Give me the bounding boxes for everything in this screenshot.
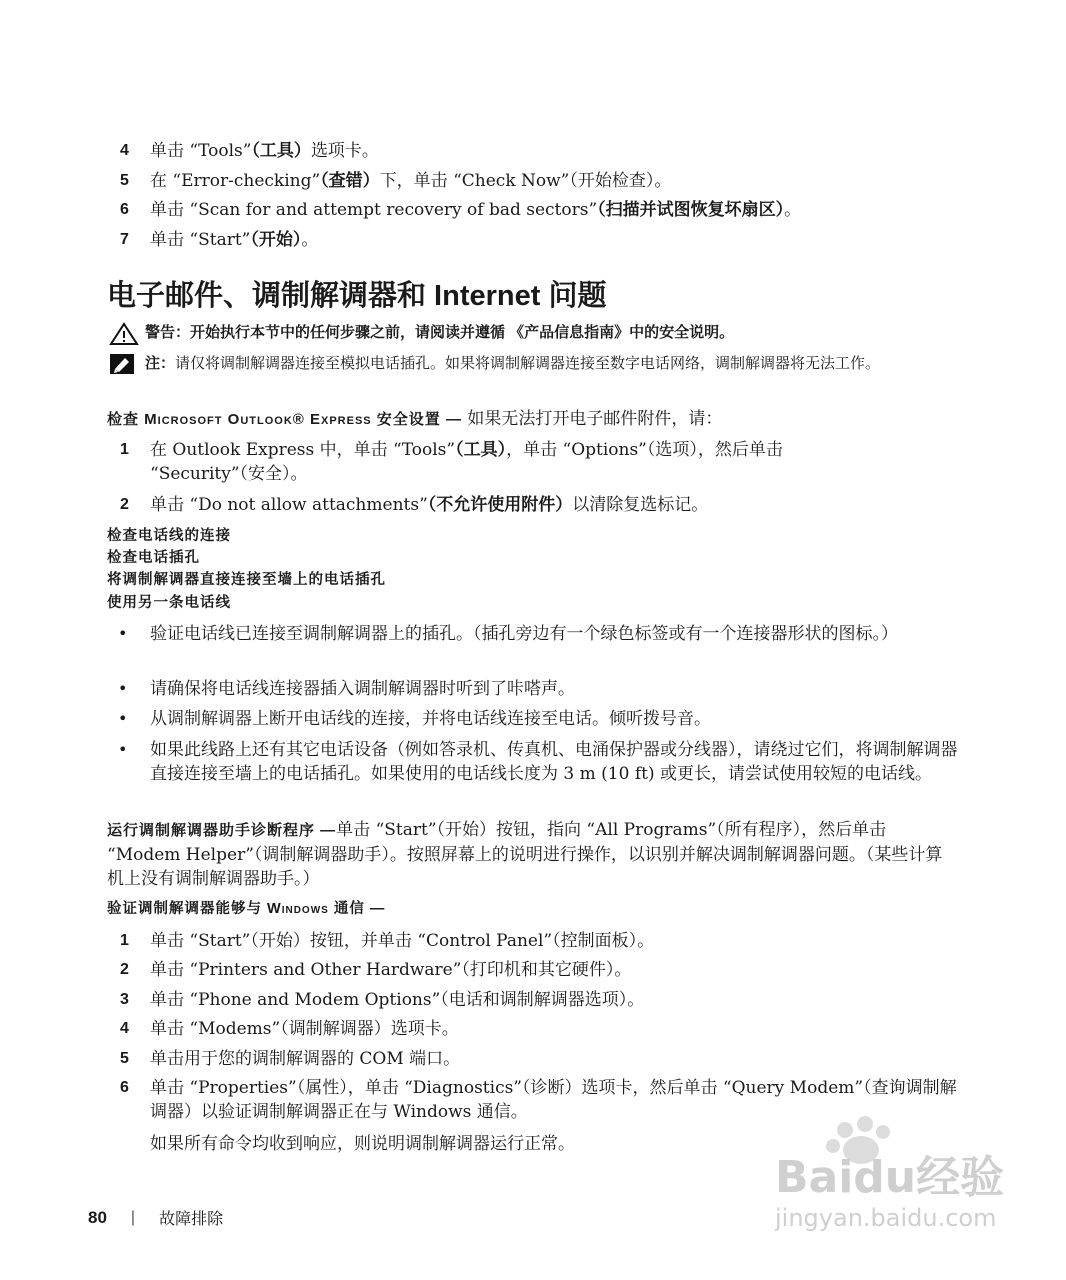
svg-text:Baidu经验: Baidu经验 [775, 1152, 1005, 1203]
outlook-subhead: 检查 Microsoft Outlook® Express 安全设置 — 如果无法打开电子邮件附件，请： [107, 409, 723, 429]
list-item: • 从调制解调器上断开电话线的连接，并将电话线连接至电话。倾听拨号音。 [118, 709, 711, 729]
check-phone-line: 检查电话线的连接 [107, 528, 231, 544]
note-pencil-icon [109, 353, 145, 382]
section-heading: 电子邮件、调制解调器和 Internet 问题 [107, 280, 607, 312]
list-item: • 请确保将电话线连接器插入调制解调器时听到了咔嗒声。 [118, 679, 575, 699]
page-number: 80 [88, 1207, 107, 1227]
list-item: • 如果此线路上还有其它电话设备（例如答录机、传真机、电涌保护器或分线器），请绕过它们，将调制解调器直接连接至墙上的电话插孔。如果使用的电话线长度为 3 m (10 ft) 或更长，请尝试使用较短的电话线。 [118, 740, 958, 784]
step-4: 4 单击 “Tools”（工具）选项卡。 [120, 141, 379, 161]
check-phone-jack: 检查电话插孔 [107, 550, 200, 566]
windows-result: 如果所有命令均收到响应，则说明调制解调器运行正常。 [150, 1134, 575, 1154]
windows-step-1: 1 单击 “Start”（开始）按钮，并单击 “Control Panel”（控制面板）。 [120, 931, 655, 951]
warning-notice: 警告：开始执行本节中的任何步骤之前，请阅读并遵循 《产品信息指南》中的安全说明。 [109, 322, 955, 353]
warning-icon [109, 322, 145, 353]
outlook-step-1: 1 在 Outlook Express 中，单击 “Tools”（工具），单击 “Options”（选项），然后单击 “Security”（安全）。 [120, 440, 783, 484]
section-name: 故障排除 [159, 1211, 224, 1228]
step-7: 7 单击 “Start”（开始）。 [120, 230, 319, 250]
windows-step-6: 6 单击 “Properties”（属性），单击 “Diagnostics”（诊断）选项卡，然后单击 “Query Modem”（查询调制解调器）以验证调制解调器正在与 Windows 通信。 [120, 1078, 957, 1122]
windows-step-5: 5 单击用于您的调制解调器的 COM 端口。 [120, 1049, 461, 1069]
step-5: 5 在 “Error-checking”（查错）下，单击 “Check Now”（开始检查）。 [120, 171, 672, 191]
connect-modem-wall: 将调制解调器直接连接至墙上的电话插孔 [107, 572, 386, 588]
windows-step-3: 3 单击 “Phone and Modem Options”（电话和调制解调器选项）。 [120, 990, 645, 1010]
modem-helper-paragraph: 运行调制解调器助手诊断程序 —单击 “Start”（开始）按钮，指向 “All Programs”（所有程序），然后单击 “Modem Helper”（调制解调器助手）。按照屏幕上的说明进行操作，以识别并解决调制解调器问题。（某些计算机上没有调制解调器助手。） [107, 820, 943, 889]
list-item: • 验证电话线已连接至调制解调器上的插孔。（插孔旁边有一个绿色标签或有一个连接器形状的图标。） [118, 624, 898, 644]
use-another-line: 使用另一条电话线 [107, 595, 231, 611]
page-footer: 80 | 故障排除 [88, 1207, 224, 1228]
baidu-watermark [775, 1110, 1015, 1240]
svg-text:jingyan.baidu.com: jingyan.baidu.com [775, 1204, 997, 1232]
windows-subhead: 验证调制解调器能够与 Windows 通信 — [107, 901, 386, 917]
step-6: 6 单击 “Scan for and attempt recovery of bad sectors”（扫描并试图恢复坏扇区）。 [120, 200, 802, 220]
windows-step-2: 2 单击 “Printers and Other Hardware”（打印机和其它硬件）。 [120, 960, 632, 980]
windows-step-4: 4 单击 “Modems”（调制解调器）选项卡。 [120, 1019, 459, 1039]
note-notice: 注：请仅将调制解调器连接至模拟电话插孔。如果将调制解调器连接至数字电话网络，调制解调器将无法工作。 [109, 353, 955, 382]
outlook-step-2: 2 单击 “Do not allow attachments”（不允许使用附件）以清除复选标记。 [120, 495, 709, 515]
